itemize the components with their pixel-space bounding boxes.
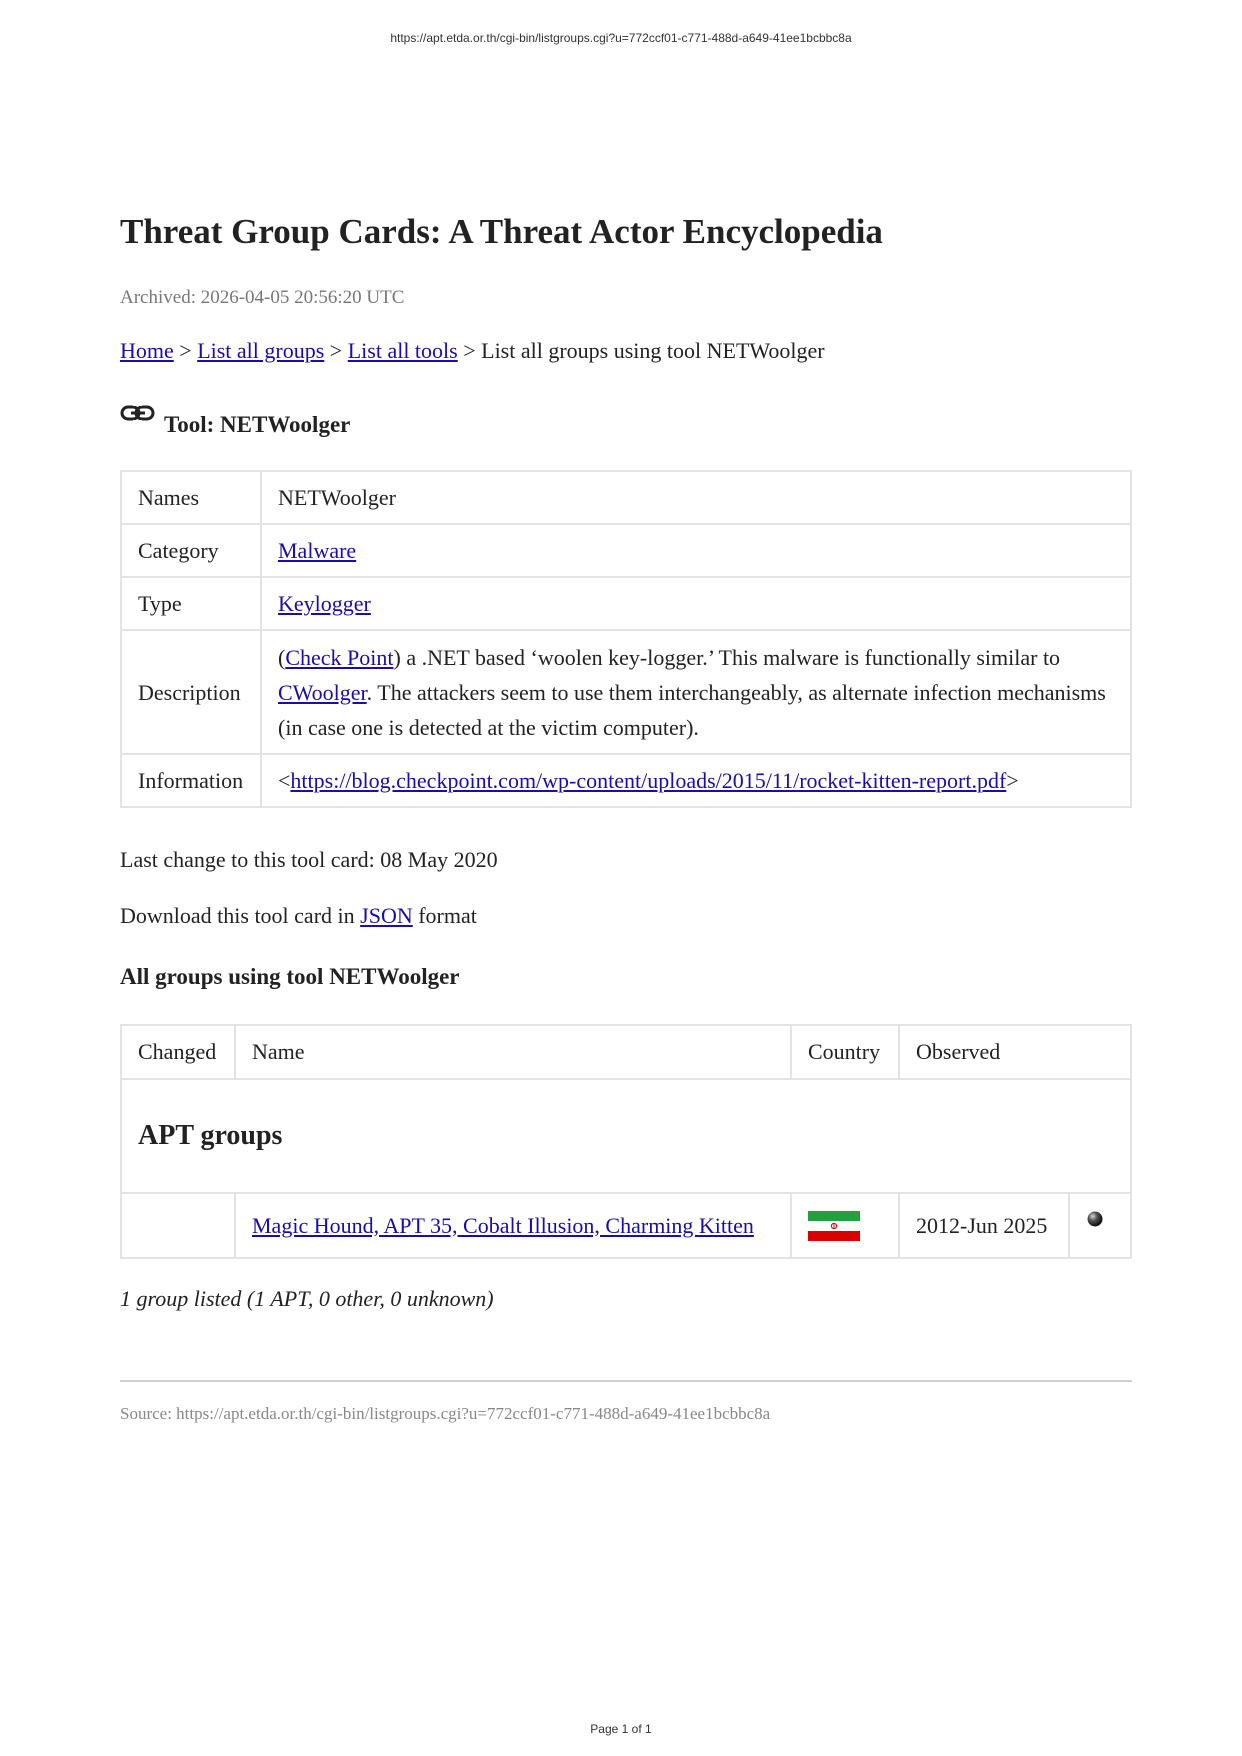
status-cell (1069, 1193, 1131, 1258)
column-header-name: Name (235, 1025, 791, 1079)
last-change-text: Last change to this tool card: 08 May 2020 (120, 847, 498, 872)
category-label: Category (121, 524, 261, 577)
source-text: Source: https://apt.etda.or.th/cgi-bin/listgroups.cgi?u=772ccf01-c771-488d-a649-41ee1bcbbc8a (120, 1404, 771, 1423)
table-row (121, 577, 1131, 630)
breadcrumb-current: > List all groups using tool NETWoolger (457, 338, 825, 363)
names-value: NETWoolger (261, 471, 1131, 524)
information-value: <https://blog.checkpoint.com/wp-content/uploads/2015/11/rocket-kitten-report.pdf> (261, 754, 1131, 807)
groups-summary: 1 group listed (1 APT, 0 other, 0 unknown) (120, 1286, 494, 1311)
names-label: Names (121, 471, 261, 524)
iran-flag-icon (808, 1211, 860, 1241)
group-name-link[interactable]: Magic Hound, APT 35, Cobalt Illusion, Charming Kitten (252, 1212, 754, 1238)
table-row (121, 524, 1131, 577)
description-label: Description (121, 630, 261, 754)
link-icon (120, 402, 156, 426)
table-row (121, 471, 1131, 524)
type-label: Type (121, 577, 261, 630)
page-number: Page 1 of 1 (590, 1722, 652, 1736)
observed-cell: 2012-Jun 2025 (899, 1193, 1069, 1258)
tool-info-table (120, 470, 1132, 808)
tool-title: Tool: NETWoolger (164, 412, 351, 437)
groups-heading: All groups using tool NETWoolger (120, 964, 460, 989)
table-header-row (121, 1025, 1131, 1079)
breadcrumb-groups-link[interactable]: List all groups (197, 338, 325, 363)
section-row (121, 1079, 1131, 1193)
breadcrumb-separator: > (324, 338, 348, 363)
column-header-observed: Observed (899, 1025, 1131, 1079)
information-label: Information (121, 754, 261, 807)
check-point-link[interactable]: Check Point (285, 644, 394, 670)
page-title: Threat Group Cards: A Threat Actor Encyclopedia (120, 212, 883, 251)
table-row (121, 1193, 1131, 1258)
json-download-link[interactable]: JSON (360, 903, 413, 928)
table-row (121, 754, 1131, 807)
breadcrumb-tools-link[interactable]: List all tools (347, 338, 458, 363)
download-text: Download this tool card in JSON format (120, 903, 477, 928)
type-link[interactable]: Keylogger (278, 590, 371, 616)
description-value: (Check Point) a .NET based ‘woolen key-logger.’ This malware is functionally similar to CWoolger. The attackers seem to use them interchangeably, as alternate infection mechanisms (in case one is detected at the victim computer). (261, 630, 1131, 754)
breadcrumb (120, 338, 825, 364)
page-url-header: https://apt.etda.or.th/cgi-bin/listgroups.cgi?u=772ccf01-c771-488d-a649-41ee1bcbbc8a (390, 31, 852, 45)
tool-heading (120, 400, 350, 438)
country-cell (791, 1193, 899, 1258)
archived-timestamp: Archived: 2026-04-05 20:56:20 UTC (120, 287, 405, 308)
breadcrumb-home-link[interactable]: Home (120, 338, 174, 363)
column-header-changed: Changed (121, 1025, 235, 1079)
column-header-country: Country (791, 1025, 899, 1079)
breadcrumb-separator: > (173, 338, 198, 363)
changed-cell (121, 1193, 235, 1258)
information-link[interactable]: https://blog.checkpoint.com/wp-content/uploads/2015/11/rocket-kitten-report.pdf (290, 767, 1007, 793)
section-title: APT groups (138, 1120, 283, 1151)
cwoolger-link[interactable]: CWoolger (278, 679, 367, 705)
category-link[interactable]: Malware (278, 537, 357, 563)
table-row (121, 630, 1131, 754)
status-dot-icon (1086, 1210, 1104, 1228)
divider (120, 1380, 1132, 1382)
groups-table (120, 1024, 1132, 1259)
